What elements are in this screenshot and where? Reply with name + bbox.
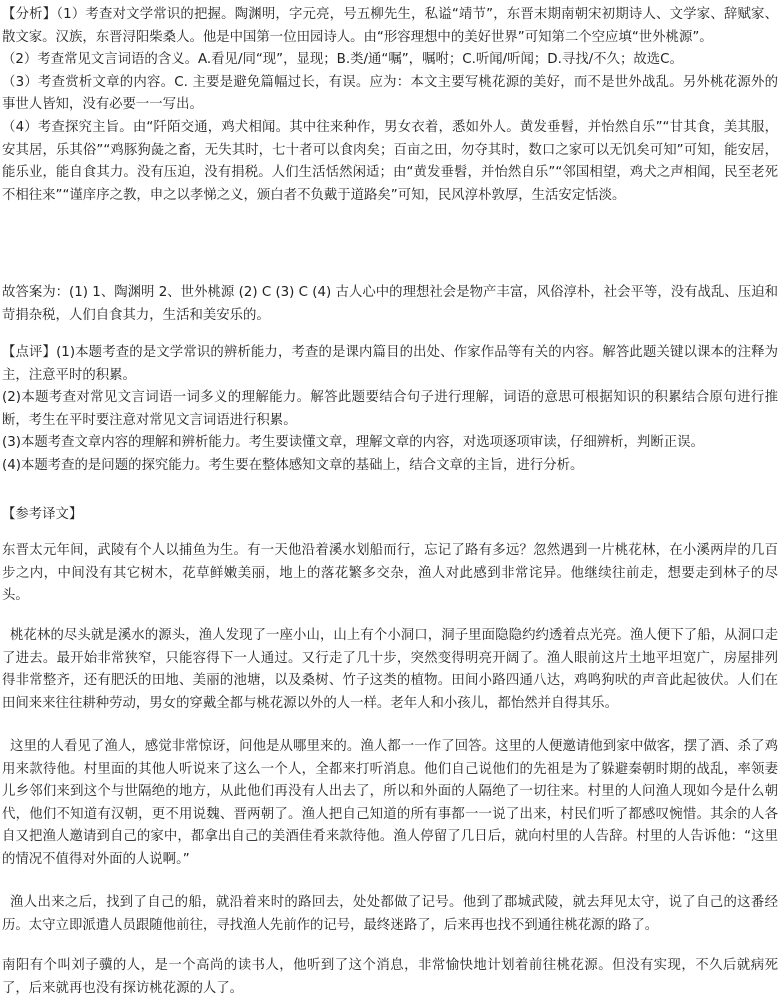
comment-line-1: 【点评】(1)本题考查的是文学常识的辨析能力，考查的是课内篇目的出处、作家作品等有关的内容。解答此题关键以课本的注释为主，注意平时的积累。 (2, 345, 778, 383)
answer-text: 故答案为：(1) 1、陶渊明 2、世外桃源 (2) C (3) C (4) 古人心中的理想社会是物产丰富，风俗淳朴，社会平等，没有战乱、压迫和苛捐杂税，人们自食其力，生活和美安乐的。 (2, 285, 778, 323)
translation-paragraph-5 (2, 955, 778, 1000)
translation-text: 渔人出来之后，找到了自己的船，就沿着来时的路回去，处处都做了记号。他到了郡城武陵，就去拜见太守，说了自己的这番经历。太守立即派遣人员跟随他前往，寻找渔人先前作的记号，最终迷路了，后来再也找不到通往桃花源的路了。 (2, 895, 778, 933)
analysis-line-2: （2）考查常见文言词语的含义。A.看见/同“现”，显现；B.类/通“嘱”，嘱咐；C.听闻/听闻；D.寻找/不久；故选C。 (2, 52, 683, 68)
comment-line-4: (4)本题考查的是问题的探究能力。考生要在整体感知文章的基础上，结合文章的主旨，进行分析。 (2, 457, 584, 473)
translation-paragraph-4 (2, 892, 778, 937)
translation-paragraph-2 (2, 625, 778, 715)
analysis-line-1: 【分析】（1）考查对文学常识的把握。陶渊明，字元亮，号五柳先生，私谥“靖节”，东晋末期南朝宋初期诗人、文学家、辞赋家、散文家。汉族，东晋浔阳柴桑人。他是中国第一位田园诗人。由“形容理想中的美好世界”可知第二个空应填“世外桃源”。 (2, 7, 778, 45)
analysis-section (2, 4, 778, 207)
translation-text: 东晋太元年间，武陵有个人以捕鱼为生。有一天他沿着溪水划船而行，忘记了路有多远？忽然遇到一片桃花林，在小溪两岸的几百步之内，中间没有其它树木，花草鲜嫩美丽，地上的落花繁多交杂，渔人对此感到非常诧异。他继续往前走，想要走到林子的尽头。 (2, 543, 778, 604)
translation-text: 这里的人看见了渔人，感觉非常惊讶，问他是从哪里来的。渔人都一一作了回答。这里的人便邀请他到家中做客，摆了酒、杀了鸡用来款待他。村里面的其他人听说来了这么一个人，全都来打听消息。他们自己说他们的先祖是为了躲避秦朝时期的战乱，率领妻儿乡邻们来到这个与世隔绝的地方，从此他们再没有人出去了，所以和外面的人隔绝了一切往来。村里的人问渔人现如今是什么朝代，他们不知道有汉朝，更不用说魏、晋两朝了。渔人把自己知道的所有事都一一说了出来，村民们听了都感叹惋惜。其余的人各自又把渔人邀请到自己的家中，都拿出自己的美酒佳肴来款待他。渔人停留了几日后，就向村里的人告辞。村里的人告诉他：“这里的情况不值得对外面的人说啊。” (2, 739, 778, 867)
analysis-line-3: （3）考查赏析文章的内容。C. 主要是避免篇幅过长，有误。应为：本文主要写桃花源的美好，而不是世外战乱。另外桃花源外的事世人皆知，没有必要一一写出。 (2, 74, 778, 113)
reference-title: 【参考译文】 (2, 507, 83, 522)
translation-text: 桃花林的尽头就是溪水的源头，渔人发现了一座小山，山上有个小洞口，洞子里面隐隐约约透着点光亮。渔人便下了船，从洞口走了进去。最开始非常狭窄，只能容得下一人通过。又行走了几十步，突然变得明亮开阔了。渔人眼前这片土地平坦宽广，房屋排列得非常整齐，还有肥沃的田地、美丽的池塘，以及桑树、竹子这类的植物。田间小路四通八达，鸡鸣狗吠的声音此起彼伏。人们在田间来来往往耕种劳动，男女的穿戴全都与桃花源以外的人一样。老年人和小孩儿，都怡然并自得其乐。 (2, 628, 778, 711)
comment-line-2: (2)本题考查对常见文言词语一词多义的理解能力。解答此题要结合句子进行理解，词语的意思可根据知识的积累结合原句进行推断，考生在平时要注意对常见文言词语进行积累。 (2, 390, 778, 428)
reference-title-section (2, 504, 778, 527)
translation-paragraph-1 (2, 540, 778, 608)
translation-text: 南阳有个叫刘子骥的人，是一个高尚的读书人，他听到了这个消息，非常愉快地计划着前往桃花源。但没有实现，不久后就病死了，后来就再也没有探访桃花源的人了。 (2, 958, 778, 996)
answer-section (2, 282, 778, 327)
analysis-line-4: （4）考查探究主旨。由“阡陌交通，鸡犬相闻。其中往来种作，男女衣着，悉如外人。黄发垂髫，并怡然自乐”“甘其食，美其服，安其居，乐其俗”“鸡豚狗彘之畜，无失其时，七十者可以食肉矣；百亩之田，勿夺其时，数口之家可以无饥矣可知”可知，能安居，能乐业，能自食其力。没有压迫，没有捐税。人们生活恬然闲适；由“黄发垂髫，并怡然自乐”“邻国相望，鸡犬之声相闻，民至老死不相往来”“谨庠序之教，申之以孝悌之义，颁白者不负戴于道路矣”可知，民风淳朴敦厚，生活安定恬淡。 (2, 119, 778, 203)
comment-section (2, 342, 778, 478)
translation-paragraph-3 (2, 736, 778, 872)
comment-line-3: (3)本题考查文章内容的理解和辨析能力。考生要读懂文章，理解文章的内容，对选项逐项审读，仔细辨析，判断正误。 (2, 435, 704, 451)
